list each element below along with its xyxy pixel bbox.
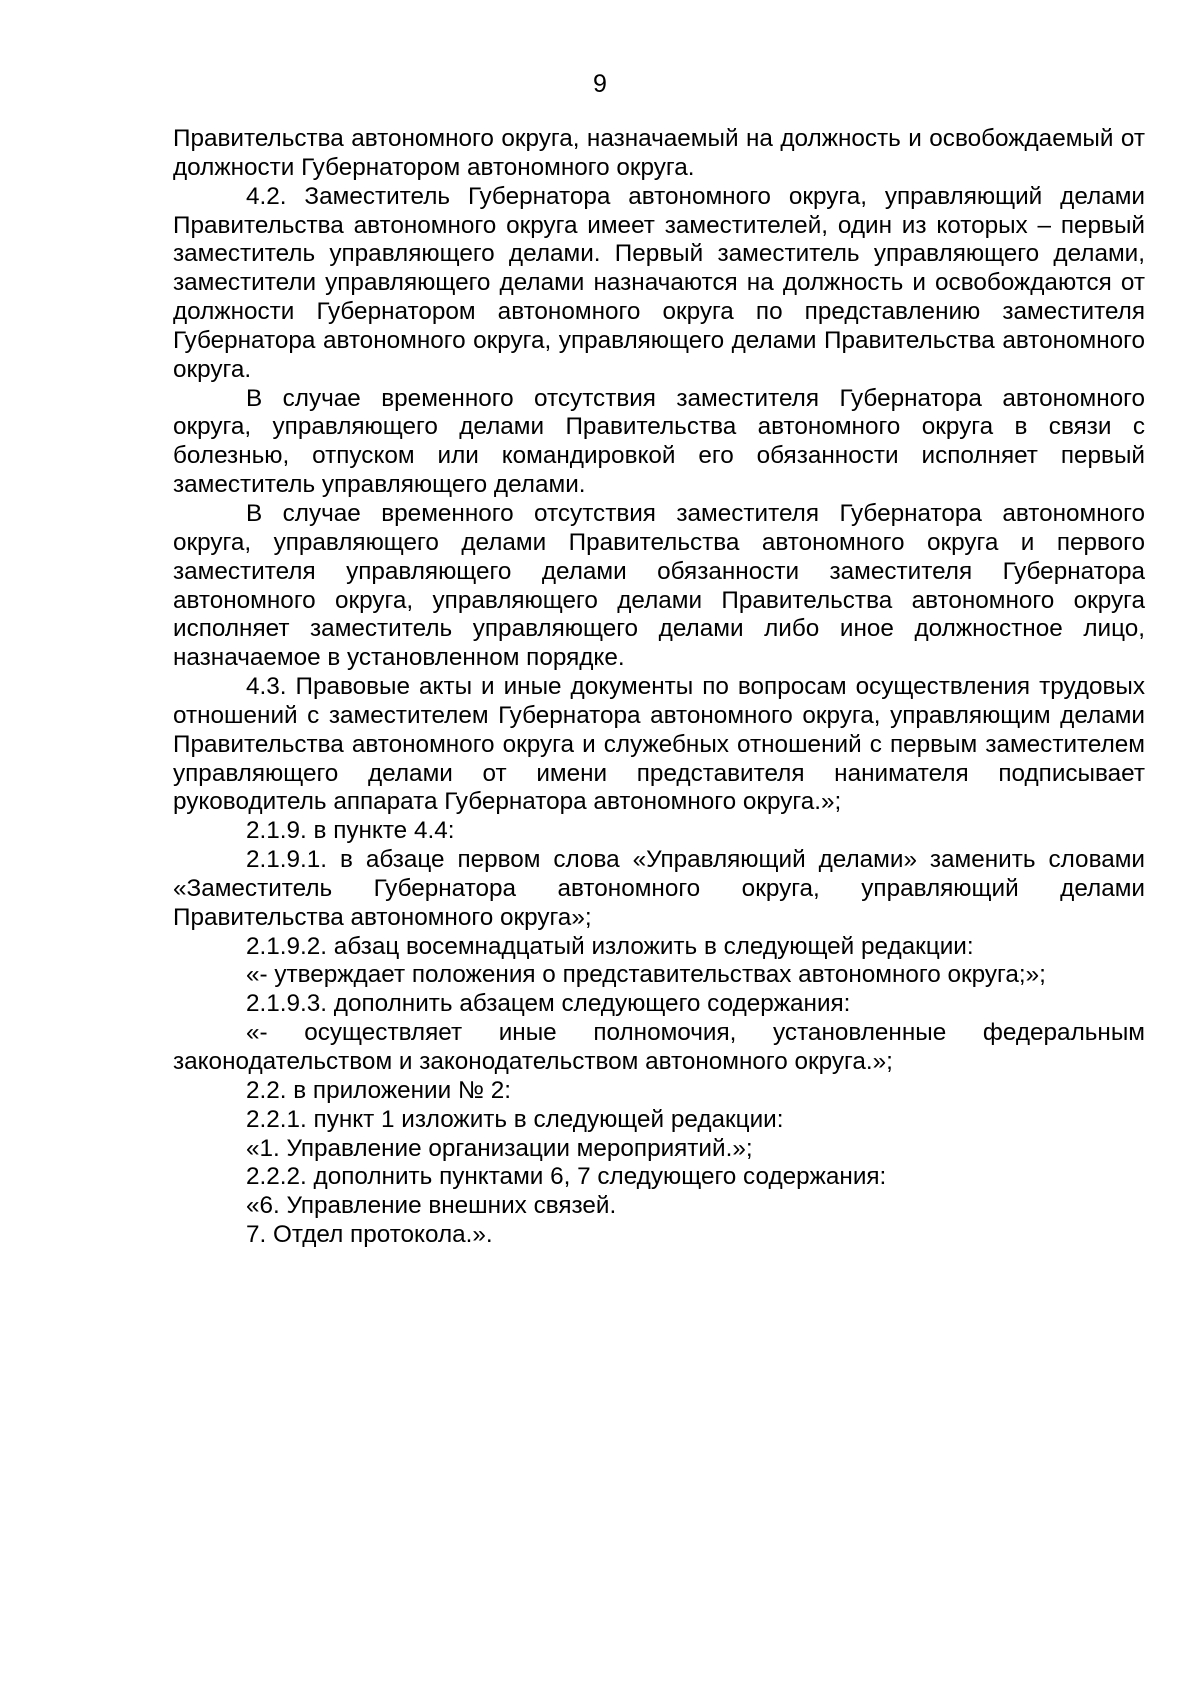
page-number: 9 [593, 70, 607, 98]
paragraph-2-1-9-3: 2.1.9.3. дополнить абзацем следующего содержания: [246, 990, 851, 1018]
paragraph-continuation: Правительства автономного округа, назначаемый на должность и освобождаемый от должности Губернатором автономного округа. [173, 125, 1145, 181]
paragraph-quote-item-1: «1. Управление организации мероприятий.»; [246, 1134, 753, 1162]
paragraph-quote-powers: «- осуществляет иные полномочия, установленные федеральным законодательством и законодательством автономного округа.»; [173, 1019, 1145, 1075]
paragraph-quote-item-6: «6. Управление внешних связей. [246, 1192, 617, 1220]
paragraph-2-1-9-2: 2.1.9.2. абзац восемнадцатый изложить в следующей редакции: [246, 932, 974, 960]
paragraph-2-1-9: 2.1.9. в пункте 4.4: [246, 817, 455, 845]
paragraph-2-2-2: 2.2.2. дополнить пунктами 6, 7 следующего содержания: [246, 1163, 887, 1191]
paragraph-4-2: 4.2. Заместитель Губернатора автономного округа, управляющий делами Правительства автономного округа имеет заместителей, один из которых – первый заместитель управляющего делами. Первый заместитель управляющего делами, заместители управляющего делами назначаются на должность и освобождаются от должности Губернатором автономного округа по представлению заместителя Губернатора автономного округа, управляющего делами Правительства автономного округа. [173, 182, 1145, 383]
paragraph-quote-item-7: 7. Отдел протокола.». [246, 1221, 493, 1249]
paragraph-absence-2: В случае временного отсутствия заместителя Губернатора автономного округа, управляющего делами Правительства автономного округа и первого заместителя управляющего делами обязанности заместителя Губернатора автономного округа, управляющего делами Правительства автономного округа исполняет заместитель управляющего делами либо иное должностное лицо, назначаемое в установленном порядке. [173, 499, 1145, 672]
paragraph-quote-representations: «- утверждает положения о представительствах автономного округа;»; [246, 961, 1046, 989]
paragraph-2-2: 2.2. в приложении № 2: [246, 1076, 512, 1104]
paragraph-absence-1: В случае временного отсутствия заместителя Губернатора автономного округа, управляющего делами Правительства автономного округа в связи с болезнью, отпуском или командировкой его обязанности исполняет первый заместитель управляющего делами. [173, 384, 1145, 499]
paragraph-2-1-9-1: 2.1.9.1. в абзаце первом слова «Управляющий делами» заменить словами «Заместитель Губернатора автономного округа, управляющий делами Правительства автономного округа»; [173, 846, 1145, 931]
document-body [173, 125, 1145, 1250]
paragraph-4-3: 4.3. Правовые акты и иные документы по вопросам осуществления трудовых отношений с заместителем Губернатора автономного округа, управляющим делами Правительства автономного округа и служебных отношений с первым заместителем управляющего делами от имени представителя нанимателя подписывает руководитель аппарата Губернатора автономного округа.»; [173, 673, 1145, 816]
paragraph-2-2-1: 2.2.1. пункт 1 изложить в следующей редакции: [246, 1105, 784, 1133]
